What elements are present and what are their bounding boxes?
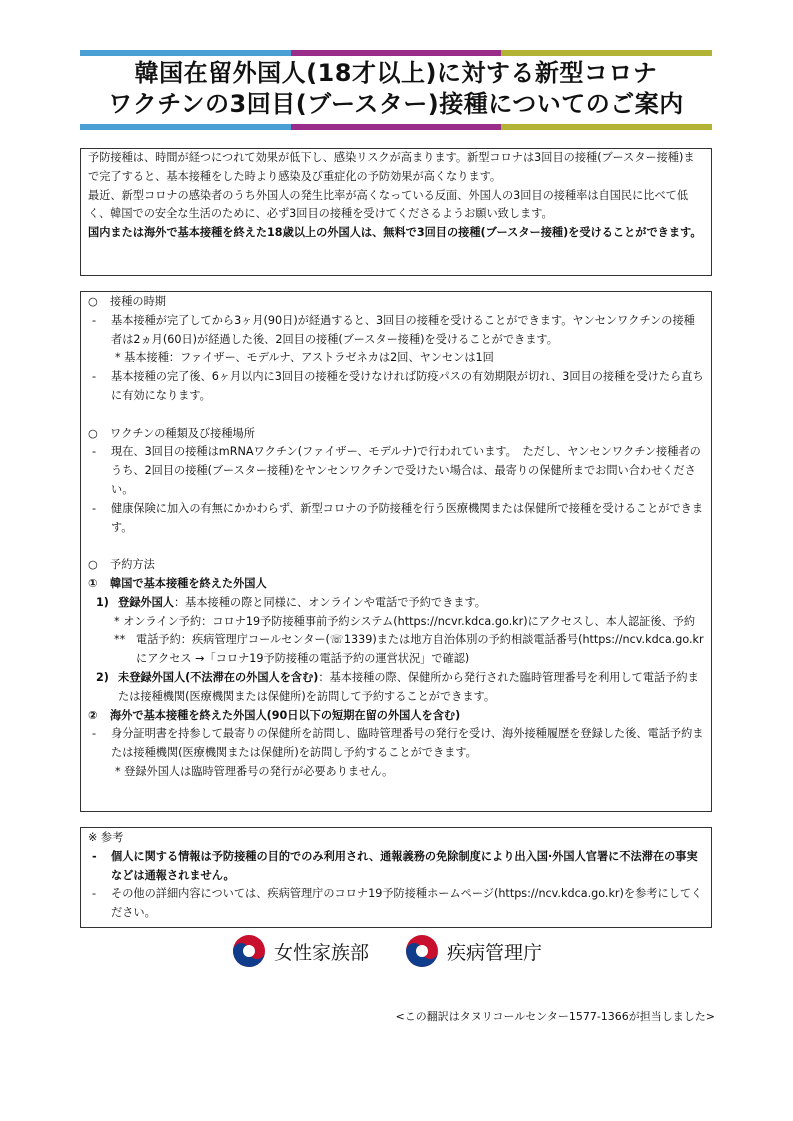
reference-heading: ※ 参考 [88,831,124,844]
title-line-1: 韓国在留外国人(18才以上)に対する新型コロナ [134,59,658,87]
booking-case-2-item: - 身分証明書を持参して最寄りの保健所を訪問し、臨時管理番号の発行を受け、海外接種履歴を登録した後、電話予約または接種機関(医療機関または保健所)を訪問し予約することができます。 [88,725,705,763]
title-line-2: ワクチンの3回目(ブースター)接種についてのご案内 [108,90,684,118]
timing-item-2: - 基本接種の完了後、6ヶ月以内に3回目の接種を受けなければ防疫パスの有効期限が切れ、3回目の接種を受けたら直ちに有効になります。 [88,368,705,406]
types-item-2: - 健康保険に加入の有無にかかわらず、新型コロナの予防接種を行う医療機関または保健所で接種を受けることができます。 [88,500,705,538]
booking-case-2-note: * 登録外国人は臨時管理番号の発行が必要ありません。 [115,764,394,778]
booking-sub-1: 1) 登録外国人：基本接種の際と同様に、オンラインや電話で予約できます。 [96,595,486,609]
intro-paragraph-2: 最近、新型コロナの感染者のうち外国人の発生比率が高くなっている反面、外国人の3回目の接種率は自国民に比べて低く、韓国での安全な生活のために、必ず3回目の接種を受けてくださるようお願い致します。 [88,188,689,221]
reference-item-2: - その他の詳細内容については、疾病管理庁のコロナ19予防接種ホームページ(https://ncv.kdca.go.kr)を参考にしてください。 [88,885,705,923]
dash-bullet: - [92,313,97,327]
color-segment-olive [501,124,712,130]
color-segment-purple [291,124,502,130]
dash-bullet: - [92,849,97,863]
bottom-color-bar [80,124,712,130]
types-item-1: - 現在、3回目の接種はmRNAワクチン(ファイザー、モデルナ)で行われています。 ただし、ヤンセンワクチン接種者のうち、2回目の接種(ブースター接種)をヤンセンワクチンで受けたい場合は、最寄りの保健所までお問い合わせください。 [88,443,705,499]
dash-bullet: - [92,727,97,741]
top-color-bar [80,50,712,56]
intro-paragraph-3: 国内または海外で基本接種を終えた18歳以上の外国人は、無料で3回目の接種(ブースター接種)を受けることができます。 [88,226,702,240]
circle-bullet-icon: ○ [88,426,98,440]
kdca-logo [405,934,542,968]
dash-bullet: - [92,887,97,901]
booking-sub-1-note-1: * オンライン予約：コロナ19予防接種事前予約システム(https://ncvr.kdca.go.kr)にアクセスし、本人認証後、予約 [114,614,696,628]
booking-heading: ○ 予約方法 [88,556,705,575]
types-heading: ○ ワクチンの種類及び接種場所 [88,425,705,444]
booking-sub-1-note-2: ** 電話予約：疾病管理庁コールセンター(☏1339)または地方自治体別の予約相談電話番号(https://ncv.kdca.go.krにアクセス →「コロナ19予防接種の電話予約の運営状況」で確認) [114,633,704,666]
circle-bullet-icon: ○ [88,295,98,308]
booking-case-2: ② 海外で基本接種を終えた外国人(90日以下の短期在留の外国人を含む) [88,708,461,722]
ministry-name: 女性家族部 [274,941,370,964]
taegeuk-icon [232,934,266,968]
circle-bullet-icon: ○ [88,558,98,572]
dash-bullet: - [92,445,97,459]
page-title [80,58,712,120]
dash-bullet: - [92,370,97,384]
timing-heading: ○ 接種の時期 [88,293,705,312]
booking-sub-2: 2) 未登録外国人(不法滞在の外国人を含む)：基本接種の際、保健所から発行された臨時管理番号を利用して電話予約または接種機関(医療機関または保健所)を訪問して予約することができます。 [96,670,699,703]
footer-logos [232,934,542,968]
kdca-name: 疾病管理庁 [447,941,543,964]
timing-item-1: - 基本接種が完了してから3ヶ月(90日)が経過すると、3回目の接種を受けることができます。ヤンセンワクチンの接種者は2ヵ月(60日)が経過した後、2回目の接種(ブースター接種)を受けることができます。 [88,312,705,350]
dash-bullet: - [92,501,97,515]
reference-item-1: - 個人に関する情報は予防接種の目的でのみ利用され、通報義務の免除制度により出入国·外国人官署に不法滞在の事実などは通報されません。 [88,848,705,886]
taegeuk-icon [405,934,439,968]
intro-box [80,148,712,276]
timing-note-1: * 基本接種：ファイザー、モデルナ、アストラゼネカは2回、ヤンセンは1回 [115,351,494,365]
intro-paragraph-1: 予防接種は、時間が経つにつれて効果が低下し、感染リスクが高まります。新型コロナは3回目の接種(ブースター接種)まで完了すると、基本接種をした時より感染及び重症化の予防効果が高くなります。 [88,151,695,183]
color-segment-blue [80,124,291,130]
ministry-logo [232,934,369,968]
color-segment-purple [291,50,502,56]
booking-case-1: ① 韓国で基本接種を終えた外国人 [88,576,267,590]
translation-footnote: <この翻訳はタヌリコールセンター1577-1366が担当しました> [395,1010,715,1023]
main-box [80,291,712,812]
reference-box [80,827,712,928]
color-segment-olive [501,50,712,56]
color-segment-blue [80,50,291,56]
